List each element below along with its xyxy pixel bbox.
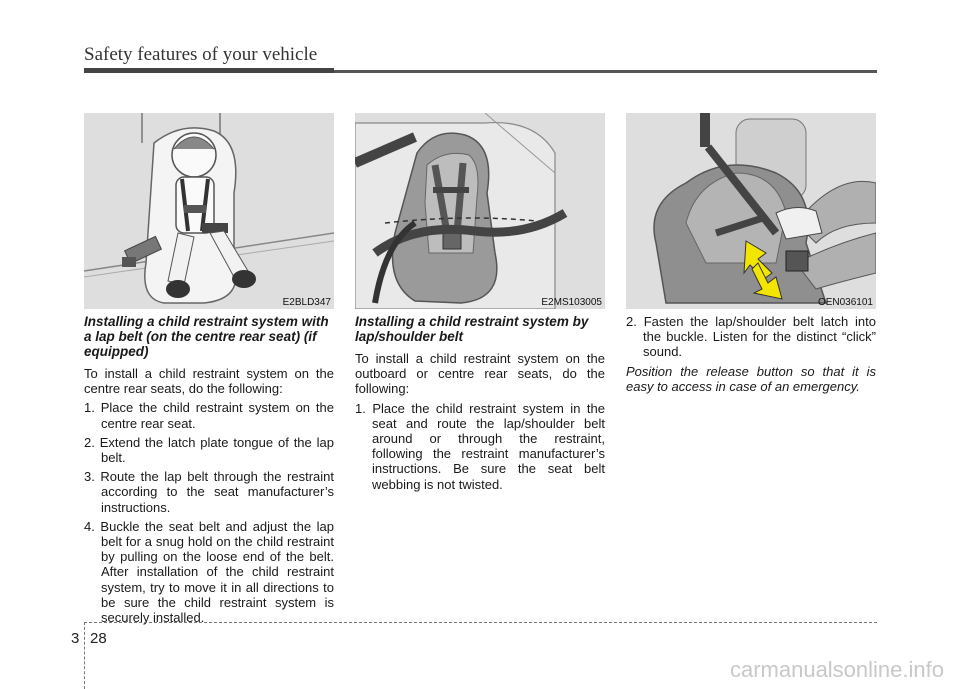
section-heading: Installing a child restraint system by lap/shoulder belt [355,314,589,344]
list-item: 1. Place the child restraint system on the centre rear seat. [84,400,334,431]
steps-list [626,314,876,360]
steps-list [84,400,334,625]
section-number: 3 [71,630,80,647]
list-item: 4. Buckle the seat belt and adjust the lap belt for a snug hold on the child restraint by pulling on the loose end of the belt. After installation of the child restraint system, try to move it in all directions to be sure the child restraint system is securely installed. [84,518,334,626]
figure-buckle-latch [626,113,876,309]
footer-rule [84,622,877,623]
list-item: 3. Route the lap belt through the restraint according to the seat manufacturer’s instructions. [84,469,334,515]
column-lap-belt [84,314,334,629]
list-item: 2. Fasten the lap/shoulder belt latch into the buckle. Listen for the distinct “click” sound. [626,314,876,360]
section-heading: Installing a child restraint system with a lap belt (on the centre rear seat) (if equipped) [84,314,329,359]
buckle-latch-illustration [626,113,876,309]
page-number: 28 [90,630,107,647]
figure-shoulder-belt [355,113,605,309]
list-item: 2. Extend the latch plate tongue of the lap belt. [84,434,334,466]
column-shoulder-belt [355,314,605,496]
child-seat-shoulder-belt-illustration [355,113,605,309]
header-rule-accent [84,68,334,73]
intro-text: To install a child restraint system on the centre rear seats, do the following: [84,366,334,397]
list-item: 1. Place the child restraint system in the seat and route the lap/shoulder belt around or through the restraint, following the restraint manufacturer’s instructions. Be sure the seat belt webbing is not twisted. [355,400,605,492]
steps-list [355,401,605,492]
intro-text: To install a child restraint system on the outboard or centre rear seats, do the following: [355,351,605,397]
column-buckle [626,314,876,407]
figure-lap-belt [84,113,334,309]
figure-code: E2BLD347 [282,297,331,308]
figure-code: E2MS103005 [541,297,602,308]
figure-code: OEN036101 [817,297,873,308]
watermark: carmanualsonline.info [729,657,944,682]
note-text: Position the release button so that it is easy to access in case of an emergency. [626,363,876,394]
page-header-title: Safety features of your vehicle [84,44,318,65]
footer-divider [84,622,85,689]
child-seat-lap-belt-illustration [84,113,334,309]
